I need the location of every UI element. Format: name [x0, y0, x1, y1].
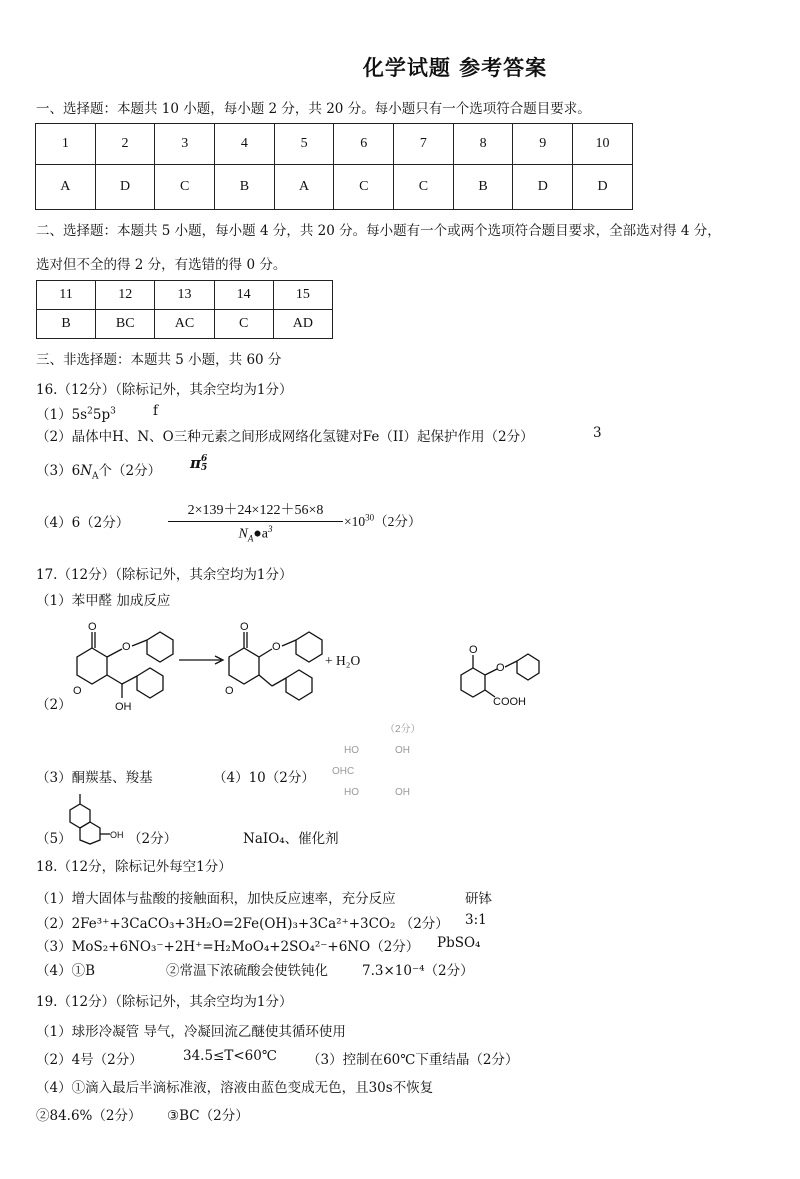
ring-b	[80, 822, 100, 844]
q16-line1	[36, 403, 116, 423]
q17-head: 17.（12分）（除标记外，其余空均为1分）	[36, 567, 293, 583]
cell-num: 14	[214, 281, 273, 310]
mol-o-atom: O	[240, 621, 249, 633]
cell-num: 15	[273, 281, 332, 310]
benzyl-bond	[282, 640, 296, 646]
product-structure	[222, 618, 342, 718]
cell-num: 1	[36, 124, 96, 165]
cell-answer: C	[214, 310, 273, 339]
pyranone-ring	[77, 648, 107, 684]
answer-table-2	[36, 280, 333, 339]
cell-answer: A	[274, 165, 334, 210]
q18-l4-c: 7.3×10⁻⁴（2分）	[362, 963, 474, 979]
faint-ho-1: HO	[344, 745, 359, 756]
faint-oh-2: OH	[395, 787, 410, 798]
q16-l3-a: （3）6	[36, 463, 81, 479]
cell-answer: B	[37, 310, 96, 339]
cell-num: 13	[155, 281, 214, 310]
q18-l4-a: （4）①B	[36, 963, 96, 979]
vinyl-bond	[259, 675, 272, 686]
cell-num: 4	[215, 124, 275, 165]
q17-line4: （4）10（2分）	[213, 770, 315, 786]
cell-answer: B	[215, 165, 275, 210]
side-chain-bond	[107, 675, 122, 684]
bicyclic-structure	[62, 790, 127, 845]
cell-answer: B	[453, 165, 513, 210]
cell-answer: A	[36, 165, 96, 210]
mol-oh-group: OH	[110, 830, 124, 840]
benzyl-bond	[132, 640, 147, 646]
benzyl-bond	[505, 661, 517, 667]
pyranone-ring	[229, 648, 259, 684]
q16-l1-config-sup2: 3	[110, 406, 116, 417]
cell-num: 2	[95, 124, 155, 165]
q16-line3	[36, 459, 161, 482]
q18-l4-b: ②常温下浓硫酸会使铁钝化	[166, 963, 328, 979]
q16-l3-na: N	[80, 463, 92, 479]
cell-answer: C	[155, 165, 215, 210]
table-row-numbers	[36, 124, 633, 165]
side-chain-bond	[122, 676, 137, 684]
benzene-ring	[517, 654, 539, 680]
mol-o-atom: O	[272, 641, 281, 653]
q16-den-sup: 3	[268, 524, 273, 534]
q16-l4-multiplier	[344, 510, 421, 530]
cell-num: 9	[513, 124, 573, 165]
faint-ohc: OHC	[332, 766, 355, 777]
q16-l4-score: （2分）	[374, 514, 422, 529]
q16-l1-b: f	[153, 403, 158, 419]
cell-num: 6	[334, 124, 394, 165]
vinyl-bond	[272, 678, 286, 686]
q17-l2-label: （2）	[36, 697, 72, 713]
q16-density-fraction	[168, 499, 343, 543]
table-row-answers	[36, 165, 633, 210]
q16-l4-mult: ×10	[344, 514, 366, 529]
page-title: 化学试题 参考答案	[362, 55, 548, 80]
q19-line3: （4）①滴入最后半滴标准液，溶液由蓝色变成无色，且30s不恢复	[36, 1080, 434, 1096]
cell-num: 7	[394, 124, 454, 165]
section1-heading: 一、选择题：本题共 10 小题，每小题 2 分，共 20 分。每小题只有一个选项符合题目要求。	[36, 101, 591, 117]
pyranone-ring	[461, 668, 485, 697]
q16-l1-config-base: 5s	[71, 407, 88, 423]
q16-l2-b: 3	[593, 425, 602, 441]
q16-l1-label: （1）	[36, 407, 72, 423]
q18-l1-b: 研钵	[465, 891, 492, 907]
benzene-ring	[296, 632, 322, 662]
mol-o-atom: O	[122, 641, 131, 653]
cell-num: 8	[453, 124, 513, 165]
q16-l3-na-sub: A	[92, 471, 99, 482]
mol-o-atom: O	[496, 662, 505, 674]
cell-num: 11	[37, 281, 96, 310]
mol-cooh-group: COOH	[493, 696, 526, 708]
mol-o-atom: O	[73, 685, 82, 697]
q16-pi-sub: 5	[200, 463, 208, 473]
q17-score2: （2分）	[385, 724, 421, 735]
answer-table-1	[35, 123, 633, 210]
table-row-numbers	[37, 281, 333, 310]
q16-den-na: N	[238, 526, 248, 542]
acid-structure	[455, 643, 555, 718]
q18-line2: （2）2Fe³⁺+3CaCO₃+3H₂O=2Fe(OH)₃+3Ca²⁺+3CO₂ （2分）	[36, 916, 449, 932]
q17-line1: （1）苯甲醛 加成反应	[36, 593, 171, 609]
cell-answer: C	[394, 165, 454, 210]
cell-num: 3	[155, 124, 215, 165]
q17-l5-b: NaIO₄、催化剂	[243, 831, 339, 847]
cell-num: 12	[96, 281, 155, 310]
cell-num: 5	[274, 124, 334, 165]
q19-l2-b: 34.5≤T<60℃	[183, 1048, 277, 1064]
q16-l4-exp: 30	[365, 512, 375, 523]
q16-l4-a: （4）6（2分）	[36, 515, 130, 531]
q16-pi: π	[190, 454, 201, 472]
q16-den-na-sub: A	[247, 533, 254, 544]
q18-line3: （3）MoS₂+6NO₃⁻+2H⁺=H₂MoO₄+2SO₄²⁻+6NO（2分）	[36, 939, 420, 955]
benzene-ring-2	[137, 668, 163, 698]
q19-line1: （1）球形冷凝管 导气，冷凝回流乙醚使其循环使用	[36, 1024, 346, 1040]
benzene-ring	[147, 632, 173, 662]
ether-bond	[259, 649, 272, 657]
q16-fraction-numerator: 2×139＋24×122＋56×8	[168, 499, 343, 522]
faint-ho-2: HO	[344, 787, 359, 798]
faint-oh-1: OH	[395, 745, 410, 756]
cell-num: 10	[573, 124, 633, 165]
q19-l2-c: （3）控制在60℃下重结晶（2分）	[307, 1052, 519, 1068]
section2-heading-line1: 二、选择题：本题共 5 小题，每小题 4 分，共 20 分。每小题有一个或两个选项符合题目要求，全部选对得 4 分，	[36, 223, 721, 239]
q16-l1-config-mid: 5p	[92, 407, 111, 423]
mol-o-atom: O	[88, 621, 97, 633]
q19-l4-a: ②84.6%（2分）	[36, 1108, 142, 1124]
ether-bond	[107, 649, 122, 657]
q16-l3-b: 个（2分）	[98, 463, 162, 479]
cell-answer: D	[513, 165, 573, 210]
q19-head: 19.（12分）（除标记外，其余空均为1分）	[36, 994, 293, 1010]
q17-line3: （3）酮羰基、羧基	[36, 770, 153, 786]
q18-line1: （1）增大固体与盐酸的接触面积，加快反应速率，充分反应	[36, 891, 396, 907]
q16-pi-sup: 6	[200, 454, 208, 464]
q16-fraction-denominator	[168, 522, 343, 543]
q19-l2-a: （2）4号（2分）	[36, 1052, 143, 1068]
cell-answer: BC	[96, 310, 155, 339]
mol-o-atom: O	[469, 644, 478, 656]
q19-l4-b: ③BC（2分）	[167, 1108, 249, 1124]
reaction-arrow	[177, 654, 227, 666]
q16-head: 16.（12分）（除标记外，其余空均为1分）	[36, 382, 293, 398]
cell-answer: C	[334, 165, 394, 210]
cell-answer: AD	[273, 310, 332, 339]
reactant-structure	[62, 618, 192, 718]
q17-l5-label: （5）	[36, 831, 72, 847]
cell-answer: D	[95, 165, 155, 210]
benzene-ring-2	[286, 670, 312, 700]
cell-answer: AC	[155, 310, 214, 339]
mol-o-atom: O	[225, 685, 234, 697]
cell-answer: D	[573, 165, 633, 210]
q16-l1-config-sup1: 2	[87, 406, 93, 417]
q16-den-rest: ●a	[253, 526, 268, 542]
section2-heading-line2: 选对但不全的得 2 分，有选错的得 0 分。	[36, 257, 287, 273]
q16-line2: （2）晶体中H、N、O三种元素之间形成网络化氢键对Fe（II）起保护作用（2分）	[36, 429, 534, 445]
q17-l5-score: （2分）	[128, 831, 178, 847]
q18-l3-b: PbSO₄	[437, 935, 481, 951]
section3-heading: 三、非选择题：本题共 5 小题，共 60 分	[36, 352, 282, 368]
q16-pi-symbol	[190, 454, 207, 473]
q18-l2-b: 3:1	[465, 912, 487, 928]
q18-head: 18.（12分，除标记外每空1分）	[36, 859, 232, 875]
table-row-answers	[37, 310, 333, 339]
mol-oh-group: OH	[115, 701, 132, 713]
plus-water: + H₂O	[325, 653, 361, 668]
